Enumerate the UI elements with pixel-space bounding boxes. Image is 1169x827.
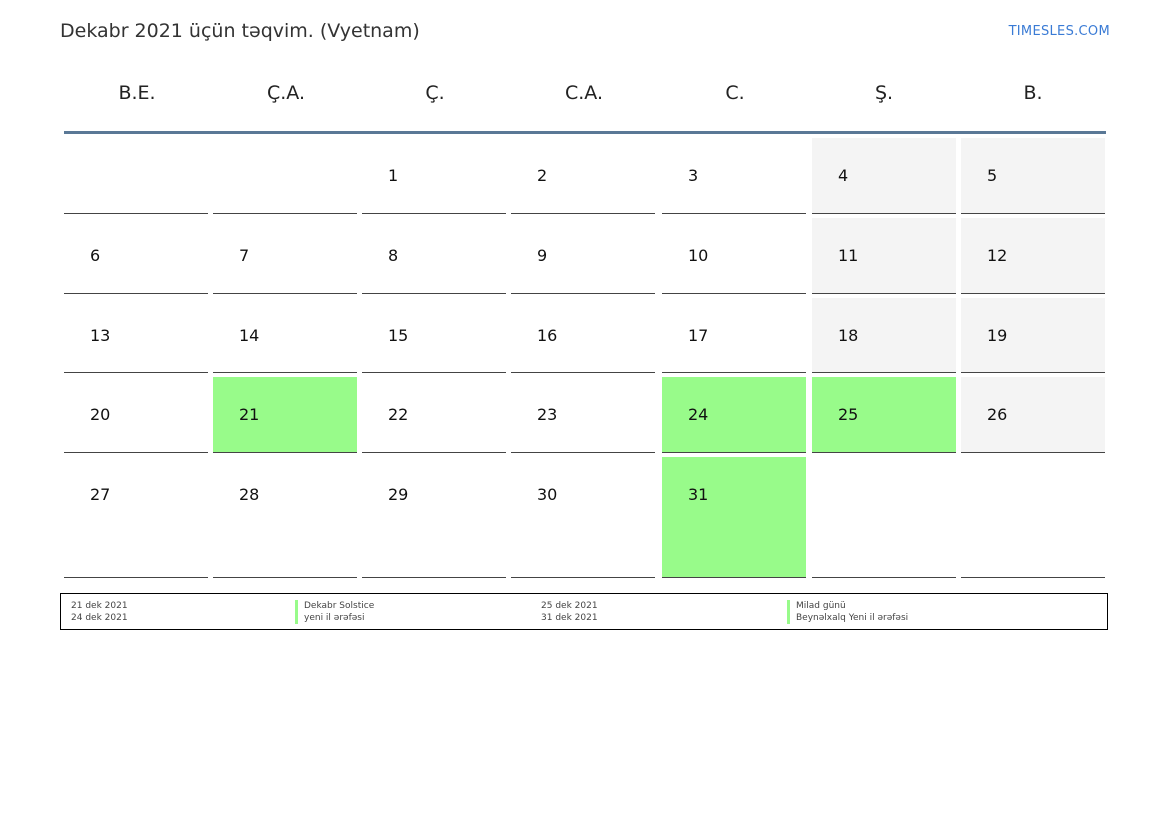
day-cell (213, 377, 357, 453)
legend-date: 24 dek 2021 (71, 613, 128, 623)
day-cell (662, 218, 806, 294)
day-number: 18 (838, 326, 859, 345)
legend-name: Dekabr Solstice (295, 600, 374, 612)
day-number: 23 (537, 405, 558, 424)
day-cell (662, 377, 806, 453)
day-cell (812, 138, 956, 214)
day-number: 7 (239, 246, 250, 265)
day-number: 15 (388, 326, 409, 345)
day-number: 22 (388, 405, 409, 424)
day-cell (961, 138, 1105, 214)
day-cell (213, 138, 357, 214)
day-number: 30 (537, 485, 558, 504)
day-cell (64, 457, 208, 578)
day-number: 26 (987, 405, 1008, 424)
day-number: 5 (987, 166, 998, 185)
day-number: 20 (90, 405, 111, 424)
day-number: 29 (388, 485, 409, 504)
day-cell (812, 457, 956, 578)
day-number: 9 (537, 246, 548, 265)
day-number: 3 (688, 166, 699, 185)
day-cell (362, 377, 506, 453)
page-title: Dekabr 2021 üçün təqvim. (Vyetnam) (60, 20, 420, 42)
day-cell (362, 457, 506, 578)
day-cell (511, 218, 655, 294)
day-cell (213, 457, 357, 578)
day-cell (64, 138, 208, 214)
brand-link[interactable]: TIMESLES.COM (1008, 24, 1110, 39)
day-cell (812, 298, 956, 373)
legend-date: 31 dek 2021 (541, 613, 598, 623)
day-cell (812, 377, 956, 453)
day-cell (213, 218, 357, 294)
day-number: 14 (239, 326, 260, 345)
day-cell (961, 457, 1105, 578)
day-number: 17 (688, 326, 709, 345)
day-number: 8 (388, 246, 399, 265)
day-number: 13 (90, 326, 111, 345)
legend-name: Beynəlxalq Yeni il ərəfəsi (787, 612, 908, 624)
day-number: 1 (388, 166, 399, 185)
legend-date: 21 dek 2021 (71, 601, 128, 611)
day-number: 31 (688, 485, 709, 504)
day-cell (362, 138, 506, 214)
weekday-label: B. (1023, 82, 1043, 104)
day-number: 27 (90, 485, 111, 504)
holiday-legend (60, 593, 1108, 630)
weekday-label: C.A. (564, 82, 603, 104)
day-number: 12 (987, 246, 1008, 265)
weekday-label: C. (725, 82, 745, 104)
day-cell (362, 218, 506, 294)
day-number: 19 (987, 326, 1008, 345)
day-number: 28 (239, 485, 260, 504)
day-number: 6 (90, 246, 101, 265)
calendar-grid (64, 0, 1106, 600)
day-cell (511, 377, 655, 453)
day-cell (662, 298, 806, 373)
day-number: 11 (838, 246, 859, 265)
day-cell (511, 457, 655, 578)
day-number: 16 (537, 326, 558, 345)
day-cell (362, 298, 506, 373)
legend-name: yeni il ərəfəsi (295, 612, 364, 624)
day-cell (662, 457, 806, 578)
day-cell (662, 138, 806, 214)
weekday-label: Ş. (874, 82, 894, 104)
day-cell (64, 377, 208, 453)
weekday-label: Ç. (425, 82, 445, 104)
day-number: 2 (537, 166, 548, 185)
day-cell (961, 298, 1105, 373)
day-cell (812, 218, 956, 294)
day-cell (64, 298, 208, 373)
day-cell (64, 218, 208, 294)
day-number: 24 (688, 405, 709, 424)
weekday-label: B.E. (118, 82, 156, 104)
legend-date: 25 dek 2021 (541, 601, 598, 611)
day-number: 25 (838, 405, 859, 424)
day-number: 4 (838, 166, 849, 185)
day-cell (213, 298, 357, 373)
weekday-label: Ç.A. (266, 82, 305, 104)
legend-name: Milad günü (787, 600, 846, 612)
day-number: 10 (688, 246, 709, 265)
day-cell (961, 218, 1105, 294)
day-cell (511, 298, 655, 373)
day-cell (511, 138, 655, 214)
day-cell (961, 377, 1105, 453)
day-number: 21 (239, 405, 260, 424)
